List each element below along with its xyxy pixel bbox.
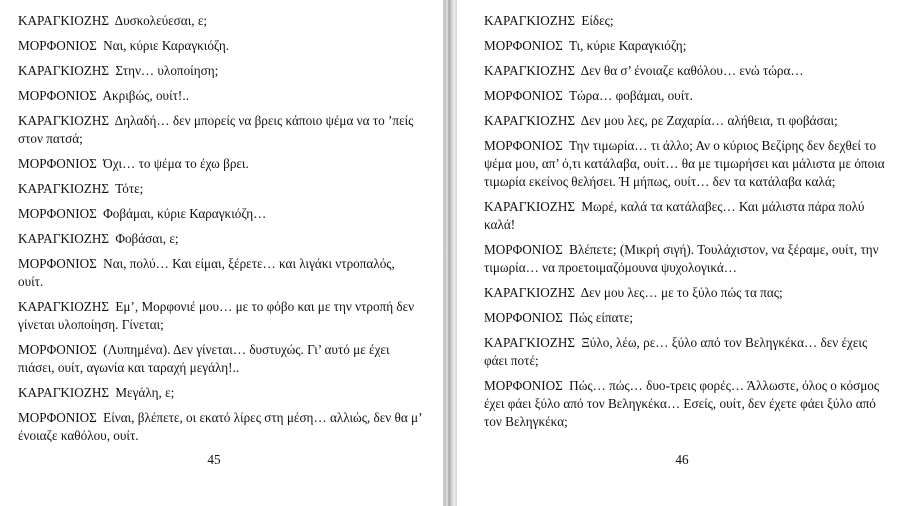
speaker-name: ΚΑΡΑΓΚΙΟΖΗΣ <box>18 113 110 128</box>
speaker-name: ΚΑΡΑΓΚΙΟΖΗΣ <box>484 335 576 350</box>
speaker-name: ΜΟΡΦΟΝΙΟΣ <box>484 38 563 53</box>
speaker-name: ΜΟΡΦΟΝΙΟΣ <box>484 138 563 153</box>
dialogue-line <box>18 384 423 402</box>
line-text: Τώρα… φοβάμαι, ουίτ. <box>568 88 693 103</box>
speaker-name: ΜΟΡΦΟΝΙΟΣ <box>484 378 563 393</box>
line-text: Μεγάλη, ε; <box>115 385 175 400</box>
right-page-text <box>484 12 889 438</box>
speaker-name: ΚΑΡΑΓΚΙΟΖΗΣ <box>484 63 576 78</box>
dialogue-line <box>484 334 889 370</box>
dialogue-line <box>484 112 889 130</box>
line-text: Εμ’, Μορφονιέ μου… με το φόβο και με την ντροπή δεν γίνεται υλοποίηση. Γίνεται; <box>18 299 415 332</box>
line-text: Είδες; <box>581 13 614 28</box>
dialogue-line <box>484 62 889 80</box>
line-text: Βλέπετε; (Μικρή σιγή). Τουλάχιστον, να ξέραμε, ουίτ, την τιμωρία… να προετοιμαζόμουνα ψυχολογικά… <box>484 242 879 275</box>
page-number: 46 <box>675 452 689 467</box>
speaker-name: ΚΑΡΑΓΚΙΟΖΗΣ <box>484 199 576 214</box>
speaker-name: ΜΟΡΦΟΝΙΟΣ <box>18 206 97 221</box>
line-text: Είναι, βλέπετε, οι εκατό λίρες στη μέση… αλλιώς, δεν θα μ’ ένοιαζε καθόλου, ουίτ. <box>18 410 422 443</box>
line-text: Πώς είπατε; <box>569 310 634 325</box>
speaker-name: ΚΑΡΑΓΚΙΟΖΗΣ <box>18 299 110 314</box>
dialogue-line <box>484 284 889 302</box>
line-text: Την τιμωρία… τι άλλο; Αν ο κύριος Βεζίρης δεν δεχθεί το ψέμα μου, απ’ ό,τι κατάλαβα, ουίτ… θα με τιμωρήσει και μάλιστα με όποια τιμωρία εκείνος θελήσει. Ή μήπως, ουίτ… δεν τα κατάλαβα καλά; <box>484 138 885 189</box>
speaker-name: ΜΟΡΦΟΝΙΟΣ <box>484 310 563 325</box>
dialogue-line <box>484 12 889 30</box>
dialogue-line <box>484 198 889 234</box>
speaker-name: ΚΑΡΑΓΚΙΟΖΗΣ <box>18 63 110 78</box>
line-text: (Λυπημένα). Δεν γίνεται… δυστυχώς. Γι’ αυτό με έχει πιάσει, ουίτ, αγωνία και ταραχή μεγάλη!.. <box>18 342 390 375</box>
dialogue-line <box>18 180 423 198</box>
speaker-name: ΚΑΡΑΓΚΙΟΖΗΣ <box>18 181 110 196</box>
speaker-name: ΜΟΡΦΟΝΙΟΣ <box>18 410 97 425</box>
speaker-name: ΚΑΡΑΓΚΙΟΖΗΣ <box>18 231 110 246</box>
line-text: Τι, κύριε Καραγκιόζη; <box>568 38 687 53</box>
dialogue-line <box>18 37 423 55</box>
line-text: Δεν θα σ’ ένοιαζε καθόλου… ενώ τώρα… <box>580 63 804 78</box>
dialogue-line <box>484 137 889 191</box>
line-text: Όχι… το ψέμα το έχω βρει. <box>103 156 249 171</box>
dialogue-line <box>18 230 423 248</box>
dialogue-line <box>484 87 889 105</box>
dialogue-line <box>18 255 423 291</box>
speaker-name: ΚΑΡΑΓΚΙΟΖΗΣ <box>484 113 576 128</box>
dialogue-line <box>18 298 423 334</box>
line-text: Πώς… πώς… δυο-τρεις φορές… Άλλωστε, όλος ο κόσμος έχει φάει ξύλο από τον Βεληγκέκα… Εσείς, ουίτ, δεν έχετε φάει ξύλο από τον Βεληγκέκα; <box>484 378 880 429</box>
line-text: Ναι, πολύ… Και είμαι, ξέρετε… και λιγάκι ντροπαλός, ουίτ. <box>18 256 395 289</box>
dialogue-line <box>18 155 423 173</box>
dialogue-line <box>18 62 423 80</box>
dialogue-line <box>484 377 889 431</box>
line-text: Δυσκολεύεσαι, ε; <box>114 13 208 28</box>
line-text: Μωρέ, καλά τα κατάλαβες… Και μάλιστα πάρα πολύ καλά! <box>484 199 865 232</box>
speaker-name: ΜΟΡΦΟΝΙΟΣ <box>18 38 97 53</box>
speaker-name: ΚΑΡΑΓΚΙΟΖΗΣ <box>484 285 576 300</box>
line-text: Στην… υλοποίηση; <box>115 63 219 78</box>
dialogue-line <box>18 12 423 30</box>
speaker-name: ΚΑΡΑΓΚΙΟΖΗΣ <box>484 13 576 28</box>
right-page <box>457 0 901 506</box>
line-text: Ναι, κύριε Καραγκιόζη. <box>103 38 230 53</box>
speaker-name: ΜΟΡΦΟΝΙΟΣ <box>484 242 563 257</box>
line-text: Τότε; <box>115 181 144 196</box>
dialogue-line <box>18 87 423 105</box>
speaker-name: ΚΑΡΑΓΚΙΟΖΗΣ <box>18 13 110 28</box>
dialogue-line <box>18 205 423 223</box>
line-text: Φοβάμαι, κύριε Καραγκιόζη… <box>103 206 267 221</box>
speaker-name: ΜΟΡΦΟΝΙΟΣ <box>18 156 97 171</box>
left-page-text <box>18 12 423 452</box>
line-text: Δεν μου λες, ρε Ζαχαρία… αλήθεια, τι φοβάσαι; <box>580 113 838 128</box>
dialogue-line <box>484 309 889 327</box>
speaker-name: ΚΑΡΑΓΚΙΟΖΗΣ <box>18 385 110 400</box>
line-text: Φοβάσαι, ε; <box>115 231 179 246</box>
line-text: Ξύλο, λέω, ρε… ξύλο από τον Βεληγκέκα… δεν έχεις φάει ποτέ; <box>484 335 868 368</box>
speaker-name: ΜΟΡΦΟΝΙΟΣ <box>484 88 563 103</box>
dialogue-line <box>18 409 423 445</box>
dialogue-line <box>484 37 889 55</box>
page-number: 45 <box>207 452 221 467</box>
dialogue-line <box>18 341 423 377</box>
line-text: Ακριβώς, ουίτ!.. <box>102 88 189 103</box>
speaker-name: ΜΟΡΦΟΝΙΟΣ <box>18 342 97 357</box>
line-text: Δηλαδή… δεν μπορείς να βρεις κάποιο ψέμα να το ’πείς στον πατσά; <box>18 113 414 146</box>
speaker-name: ΜΟΡΦΟΝΙΟΣ <box>18 88 97 103</box>
speaker-name: ΜΟΡΦΟΝΙΟΣ <box>18 256 97 271</box>
dialogue-line <box>18 112 423 148</box>
line-text: Δεν μου λες… με το ξύλο πώς τα πας; <box>580 285 783 300</box>
left-page <box>0 0 443 506</box>
book-gutter <box>443 0 457 506</box>
dialogue-line <box>484 241 889 277</box>
